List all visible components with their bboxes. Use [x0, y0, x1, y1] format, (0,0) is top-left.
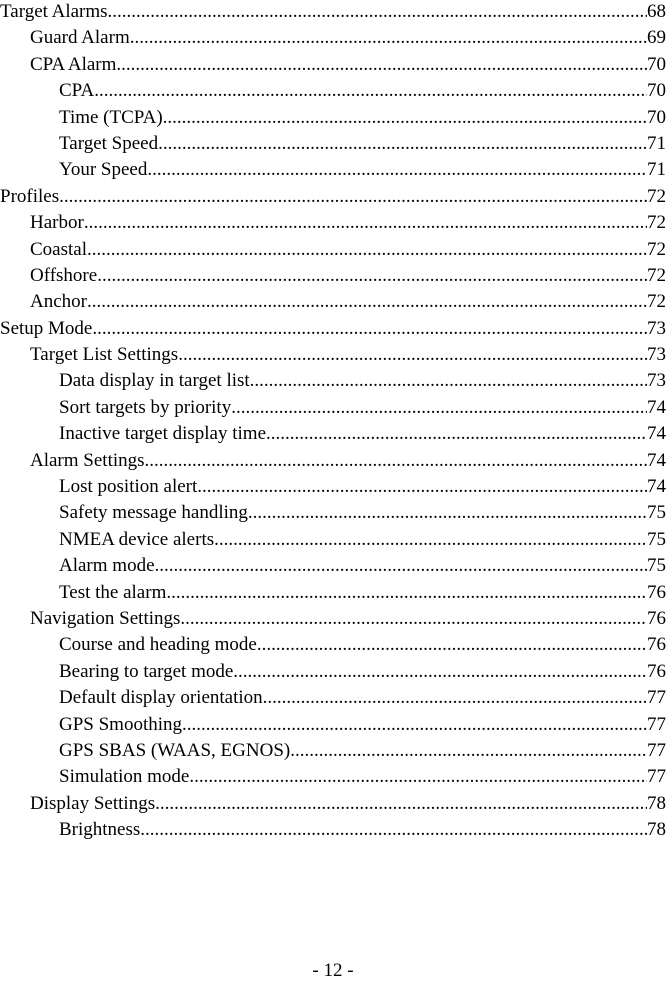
toc-entry-page-number: 77: [647, 739, 666, 761]
dot-leader: [87, 238, 647, 262]
toc-entry-level-2[interactable]: [0, 818, 666, 844]
toc-entry-level-1[interactable]: [0, 264, 666, 290]
toc-entry-row: [59, 581, 666, 605]
toc-entry-title: Harbor: [30, 212, 84, 234]
dot-leader: [233, 660, 647, 684]
toc-entry-page-number: 75: [647, 502, 666, 524]
toc-entry-title: Data display in target list: [59, 370, 250, 392]
toc-entry-row: [30, 53, 666, 77]
toc-entry-page-number: 72: [647, 291, 666, 313]
toc-entry-level-1[interactable]: [0, 792, 666, 818]
toc-entry-page-number: 71: [647, 132, 666, 154]
toc-entry-row: [59, 158, 666, 182]
toc-entry-level-1[interactable]: [0, 211, 666, 237]
toc-entry-level-2[interactable]: [0, 158, 666, 184]
toc-entry-page-number: 74: [647, 423, 666, 445]
toc-entry-level-1[interactable]: [0, 238, 666, 264]
toc-entry-row: [30, 26, 666, 50]
dot-leader: [257, 633, 647, 657]
dot-leader: [147, 158, 647, 182]
toc-entry-title: Anchor: [30, 291, 87, 313]
dot-leader: [130, 26, 647, 50]
dot-leader: [263, 686, 647, 710]
toc-entry-level-2[interactable]: [0, 660, 666, 686]
toc-entry-title: Navigation Settings: [30, 607, 181, 629]
toc-entry-level-2[interactable]: [0, 528, 666, 554]
toc-entry-title: CPA Alarm: [30, 53, 117, 75]
toc-entry-row: [59, 106, 666, 130]
toc-entry-title: Course and heading mode: [59, 634, 257, 656]
toc-entry-level-2[interactable]: [0, 422, 666, 448]
toc-entry-level-0[interactable]: [0, 185, 666, 211]
toc-entry-row: [30, 290, 666, 314]
toc-entry-level-0[interactable]: [0, 0, 666, 26]
dot-leader: [178, 343, 647, 367]
toc-entry-title: Brightness: [59, 819, 141, 841]
toc-entry-row: [30, 264, 666, 288]
toc-entry-title: Target List Settings: [30, 344, 179, 366]
toc-entry-title: Time (TCPA): [59, 106, 163, 128]
toc-entry-page-number: 78: [647, 792, 666, 814]
dot-leader: [214, 528, 647, 552]
dot-leader: [158, 132, 647, 156]
toc-entry-level-1[interactable]: [0, 449, 666, 475]
toc-entry-row: [59, 79, 666, 103]
toc-entry-row: [59, 686, 666, 710]
toc-entry-title: GPS SBAS (WAAS, EGNOS): [59, 739, 291, 761]
toc-entry-row: [59, 501, 666, 525]
toc-entry-title: Inactive target display time: [59, 423, 266, 445]
toc-entry-page-number: 76: [647, 660, 666, 682]
toc-entry-title: CPA: [59, 80, 95, 102]
toc-entry-row: [59, 554, 666, 578]
toc-entry-row: [30, 211, 666, 235]
toc-entry-level-2[interactable]: [0, 713, 666, 739]
toc-entry-title: Display Settings: [30, 792, 156, 814]
toc-entry-page-number: 73: [647, 317, 666, 339]
toc-entry-level-0[interactable]: [0, 317, 666, 343]
dot-leader: [163, 106, 647, 130]
toc-entry-title: Setup Mode: [0, 317, 93, 339]
toc-entry-page-number: 76: [647, 634, 666, 656]
toc-entry-title: Safety message handling: [59, 502, 248, 524]
toc-entry-title: Bearing to target mode: [59, 660, 234, 682]
dot-leader: [59, 185, 647, 209]
toc-entry-title: Test the alarm: [59, 581, 167, 603]
toc-entry-page-number: 70: [647, 80, 666, 102]
toc-entry-page-number: 70: [647, 53, 666, 75]
toc-entry-row: [0, 317, 666, 341]
toc-entry-row: [59, 369, 666, 393]
toc-entry-page-number: 73: [647, 370, 666, 392]
dot-leader: [166, 581, 647, 605]
toc-entry-title: Alarm mode: [59, 555, 155, 577]
toc-entry-row: [0, 0, 666, 24]
toc-entry-row: [30, 792, 666, 816]
toc-entry-title: Guard Alarm: [30, 27, 130, 49]
toc-entry-title: Sort targets by priority: [59, 396, 232, 418]
toc-entry-page-number: 70: [647, 106, 666, 128]
toc-entry-level-2[interactable]: [0, 106, 666, 132]
dot-leader: [155, 792, 647, 816]
dot-leader: [250, 369, 647, 393]
toc-entry-title: Coastal: [30, 238, 87, 260]
toc-entry-level-1[interactable]: [0, 343, 666, 369]
toc-entry-level-1[interactable]: [0, 53, 666, 79]
toc-entry-row: [59, 396, 666, 420]
dot-leader: [266, 422, 647, 446]
toc-entry-title: GPS Smoothing: [59, 713, 183, 735]
toc-entry-title: Lost position alert: [59, 476, 198, 498]
toc-entry-page-number: 71: [647, 159, 666, 181]
dot-leader: [84, 211, 647, 235]
dot-leader: [108, 0, 647, 24]
toc-entry-level-2[interactable]: [0, 765, 666, 791]
toc-entry-row: [59, 422, 666, 446]
toc-entry-row: [59, 739, 666, 763]
dot-leader: [116, 53, 647, 77]
toc-entry-title: Target Speed: [59, 132, 159, 154]
toc-entry-page-number: 77: [647, 713, 666, 735]
toc-entry-level-2[interactable]: [0, 739, 666, 765]
toc-entry-level-1[interactable]: [0, 607, 666, 633]
page-number-footer: - 12 -: [312, 960, 354, 981]
toc-entry-row: [30, 607, 666, 631]
toc-entry-page-number: 74: [647, 449, 666, 471]
toc-entry-level-2[interactable]: [0, 501, 666, 527]
dot-leader: [197, 475, 647, 499]
toc-entry-page-number: 76: [647, 607, 666, 629]
toc-entry-page-number: 73: [647, 344, 666, 366]
toc-entry-row: [59, 713, 666, 737]
dot-leader: [155, 554, 647, 578]
toc-entry-level-2[interactable]: [0, 369, 666, 395]
toc-entry-row: [30, 449, 666, 473]
toc-entry-row: [30, 238, 666, 262]
dot-leader: [290, 739, 647, 763]
toc-entry-row: [30, 343, 666, 367]
dot-leader: [231, 396, 647, 420]
toc-entry-title: Offshore: [30, 264, 98, 286]
toc-entry-level-2[interactable]: [0, 686, 666, 712]
toc-entry-level-1[interactable]: [0, 290, 666, 316]
dot-leader: [140, 818, 647, 842]
toc-entry-title: Default display orientation: [59, 687, 263, 709]
dot-leader: [92, 317, 647, 341]
toc-entry-row: [59, 633, 666, 657]
toc-entry-title: NMEA device alerts: [59, 528, 215, 550]
toc-entry-row: [59, 818, 666, 842]
toc-entry-page-number: 78: [647, 819, 666, 841]
toc-entry-page-number: 68: [647, 1, 666, 22]
dot-leader: [97, 264, 647, 288]
toc-entry-title: Alarm Settings: [30, 449, 145, 471]
dot-leader: [248, 501, 647, 525]
toc-entry-title: Your Speed: [59, 159, 148, 181]
dot-leader: [180, 607, 647, 631]
toc-entry-row: [59, 660, 666, 684]
toc-entry-page-number: 72: [647, 185, 666, 207]
toc-entry-level-2[interactable]: [0, 475, 666, 501]
toc-entry-title: Target Alarms: [0, 1, 108, 22]
toc-entry-row: [59, 132, 666, 156]
toc-entry-level-2[interactable]: [0, 581, 666, 607]
toc-entry-level-1[interactable]: [0, 26, 666, 52]
toc-entry-page-number: 77: [647, 766, 666, 788]
toc-entry-level-2[interactable]: [0, 633, 666, 659]
dot-leader: [94, 79, 647, 103]
toc-entry-page-number: 72: [647, 264, 666, 286]
toc-entry-level-2[interactable]: [0, 79, 666, 105]
toc-entry-page-number: 75: [647, 528, 666, 550]
dot-leader: [182, 713, 647, 737]
toc-entry-page-number: 74: [647, 396, 666, 418]
toc-entry-title: Profiles: [0, 185, 60, 207]
toc-entry-level-2[interactable]: [0, 554, 666, 580]
toc-entry-title: Simulation mode: [59, 766, 190, 788]
dot-leader: [87, 290, 647, 314]
toc-entry-page-number: 72: [647, 212, 666, 234]
toc-entry-page-number: 69: [647, 27, 666, 49]
toc-entry-row: [59, 475, 666, 499]
toc-entry-page-number: 72: [647, 238, 666, 260]
toc-entry-level-2[interactable]: [0, 396, 666, 422]
dot-leader: [189, 765, 647, 789]
toc-entry-row: [59, 765, 666, 789]
toc-entry-row: [0, 185, 666, 209]
toc-entry-page-number: 75: [647, 555, 666, 577]
toc-entry-page-number: 74: [647, 476, 666, 498]
toc-entry-page-number: 76: [647, 581, 666, 603]
toc-entry-level-2[interactable]: [0, 132, 666, 158]
toc-entry-page-number: 77: [647, 687, 666, 709]
dot-leader: [145, 449, 647, 473]
toc-entry-row: [59, 528, 666, 552]
